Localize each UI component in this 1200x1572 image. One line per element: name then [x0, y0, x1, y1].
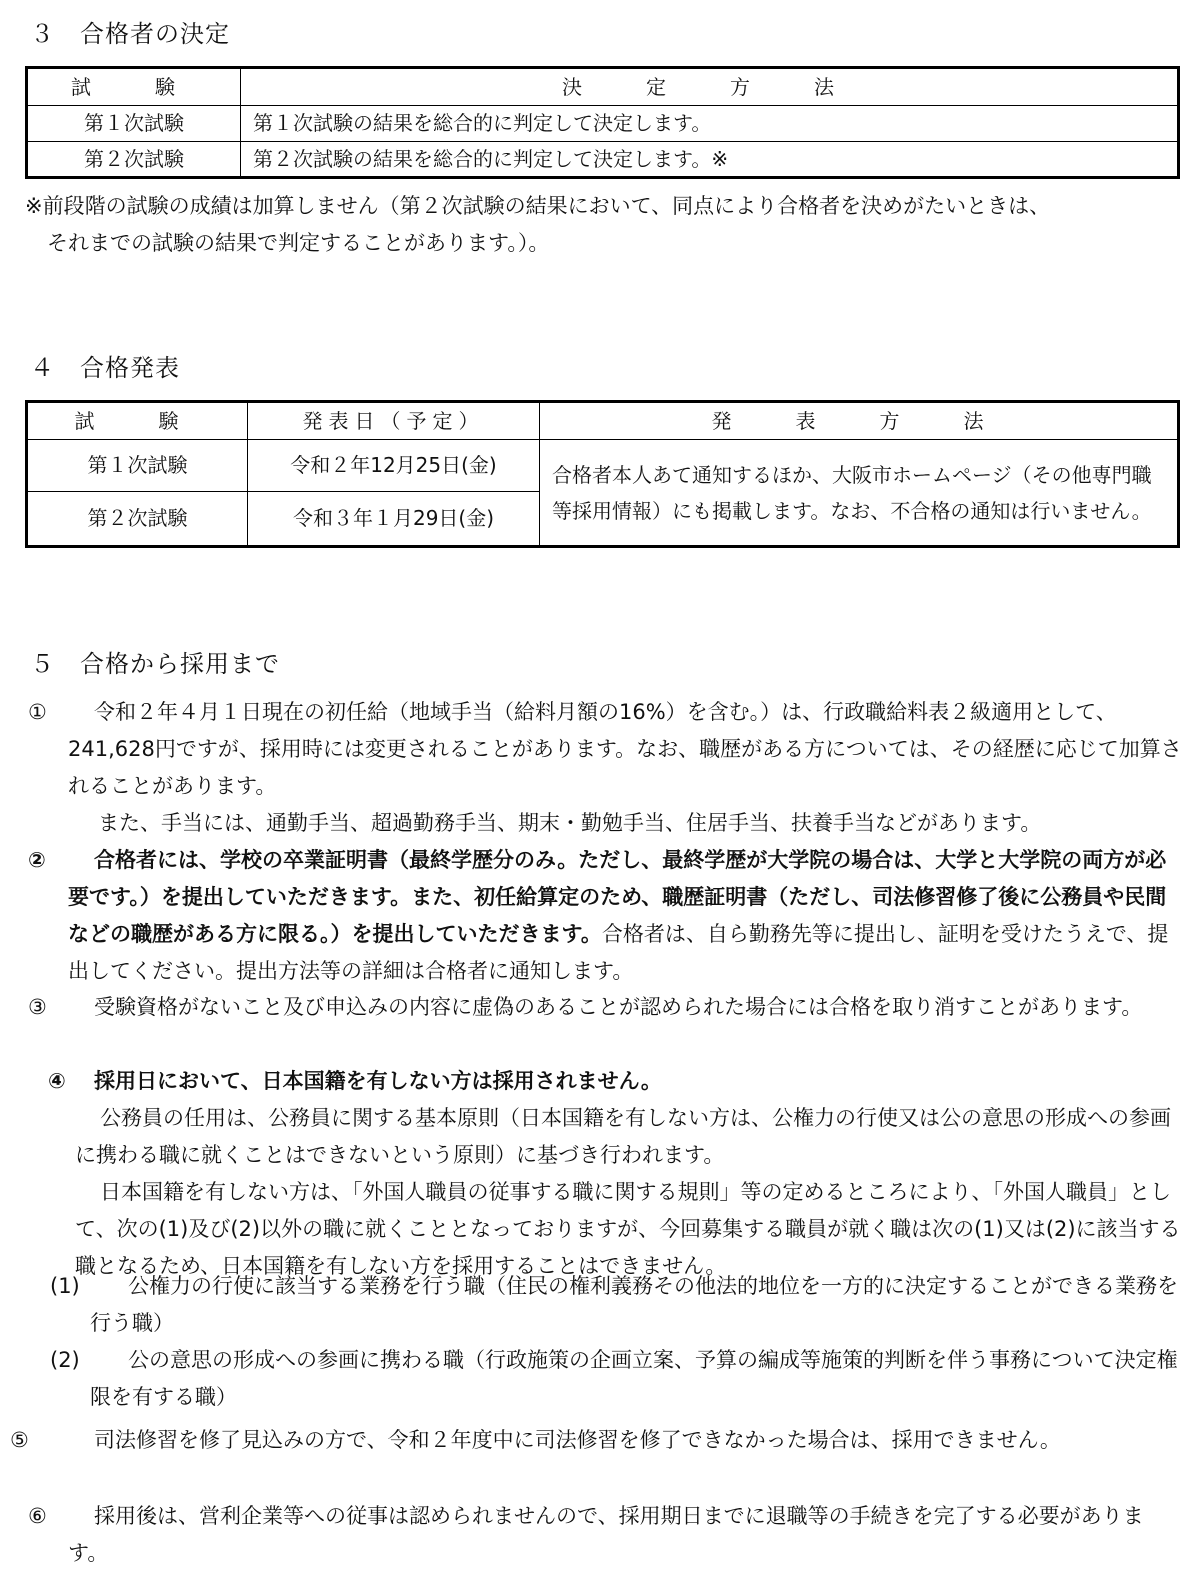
item-text: 令和２年４月１日現在の初任給（地域手当（給料月額の16%）を含む。）は、行政職給料表２級適用として、241,628円ですが、採用時には変更されることがあります。なお、職歴がある方については、その経歴に応じて加算されることがあります。: [68, 700, 1182, 798]
exam-cell: 第２次試験: [27, 142, 241, 178]
section-title: 合格発表: [80, 354, 180, 382]
item-marker: ⑤: [10, 1428, 29, 1452]
section-3-heading: [30, 14, 230, 49]
date-cell: 令和３年１月29日(金): [248, 492, 540, 547]
item-marker: ②: [28, 848, 46, 872]
table-row: [27, 440, 1179, 492]
exam-cell: 第２次試験: [27, 492, 248, 547]
item-text-bold: 合格者には、学校の卒業証明書（最終学歴分のみ。ただし、最終学歴が大学院の場合は、大学と大学院の両方が必要です。）を提出していただきます。また、初任給算定のため、職歴証明書（ただし、司法修習修了後に公務員や民間などの職歴がある方に限る。）を提出していただきます。: [68, 848, 1167, 946]
table-row: [27, 142, 1179, 178]
section-4-heading: [30, 348, 180, 383]
sub-item-marker: (2): [50, 1348, 80, 1372]
item-2: [28, 842, 1183, 990]
sub-item-text: 公権力の行使に該当する業務を行う職（住民の権利義務その他法的地位を一方的に決定することができる業務を行う職）: [90, 1274, 1178, 1335]
header-date: 発表日（予定）: [248, 402, 540, 440]
item-4: [48, 1063, 1183, 1285]
sub-item-marker: (1): [50, 1274, 80, 1298]
header-exam: 試 験: [27, 68, 241, 106]
header-method: 発 表 方 法: [540, 402, 1179, 440]
item-3: [28, 989, 1183, 1026]
method-cell: 第２次試験の結果を総合的に判定して決定します。※: [241, 142, 1179, 178]
section-title: 合格から採用まで: [80, 650, 280, 678]
sub-item-2: [50, 1342, 1180, 1416]
item-text: 司法修習を修了見込みの方で、令和２年度中に司法修習を修了できなかった場合は、採用できません。: [94, 1428, 1061, 1452]
item-marker: ③: [28, 995, 47, 1019]
item-marker: ④: [48, 1069, 66, 1093]
note-line-1: ※前段階の試験の成績は加算しません（第２次試験の結果において、同点により合格者を決めがたいときは、: [25, 194, 1051, 218]
section-3-note: [25, 188, 1185, 262]
item-text: 受験資格がないこと及び申込みの内容に虚偽のあることが認められた場合には合格を取り消すことがあります。: [94, 995, 1143, 1019]
item-text-bold: 採用日において、日本国籍を有しない方は採用されません。: [94, 1069, 662, 1093]
header-method: 決 定 方 法: [241, 68, 1179, 106]
item-marker: ⑥: [28, 1504, 47, 1528]
exam-cell: 第１次試験: [27, 106, 241, 142]
note-line-2: それまでの試験の結果で判定することがあります。）。: [47, 231, 550, 255]
item-text: 合格者は、自ら勤務先等に提出し、証明を受けたうえで、提出してください。提出方法等の詳細は合格者に通知します。: [68, 922, 1169, 983]
item-1: [28, 694, 1183, 842]
exam-cell: 第１次試験: [27, 440, 248, 492]
section-5-heading: [30, 644, 280, 679]
sub-item-1: [50, 1268, 1180, 1342]
decision-table: [25, 66, 1180, 179]
header-exam: 試 験: [27, 402, 248, 440]
method-cell: 第１次試験の結果を総合的に判定して決定します。: [241, 106, 1179, 142]
section-title: 合格者の決定: [80, 20, 230, 48]
section-number: ５: [30, 650, 55, 678]
announcement-table: [25, 400, 1180, 548]
item-text-foreign: 日本国籍を有しない方は、「外国人職員の従事する職に関する規則」等の定めるところにより、「外国人職員」として、次の(1)及び(2)以外の職に就くこととなっておりますが、今回募集する職員が就く職は次の(1)又は(2)に該当する職となるため、日本国籍を有しない方を採用することはできません。: [75, 1180, 1181, 1278]
item-6: [28, 1498, 1178, 1572]
table-row: [27, 106, 1179, 142]
section-number: ４: [30, 354, 55, 382]
date-cell: 令和２年12月25日(金): [248, 440, 540, 492]
section-number: ３: [30, 20, 55, 48]
item-text-principle: 公務員の任用は、公務員に関する基本原則（日本国籍を有しない方は、公権力の行使又は公の意思の形成への参画に携わる職に就くことはできないという原則）に基づき行われます。: [75, 1106, 1171, 1167]
item-text: 採用後は、営利企業等への従事は認められませんので、採用期日までに退職等の手続きを完了する必要があります。: [68, 1504, 1144, 1565]
item-text-allowances: また、手当には、通勤手当、超過勤務手当、期末・勤勉手当、住居手当、扶養手当などがあります。: [98, 811, 1042, 835]
sub-item-text: 公の意思の形成への参画に携わる職（行政施策の企画立案、予算の編成等施策的判断を伴う事務について決定権限を有する職）: [90, 1348, 1178, 1409]
item-5: [10, 1422, 1178, 1459]
item-marker: ①: [28, 700, 47, 724]
method-cell: 合格者本人あて通知するほか、大阪市ホームページ（その他専門職等採用情報）にも掲載します。なお、不合格の通知は行いません。: [540, 440, 1179, 547]
